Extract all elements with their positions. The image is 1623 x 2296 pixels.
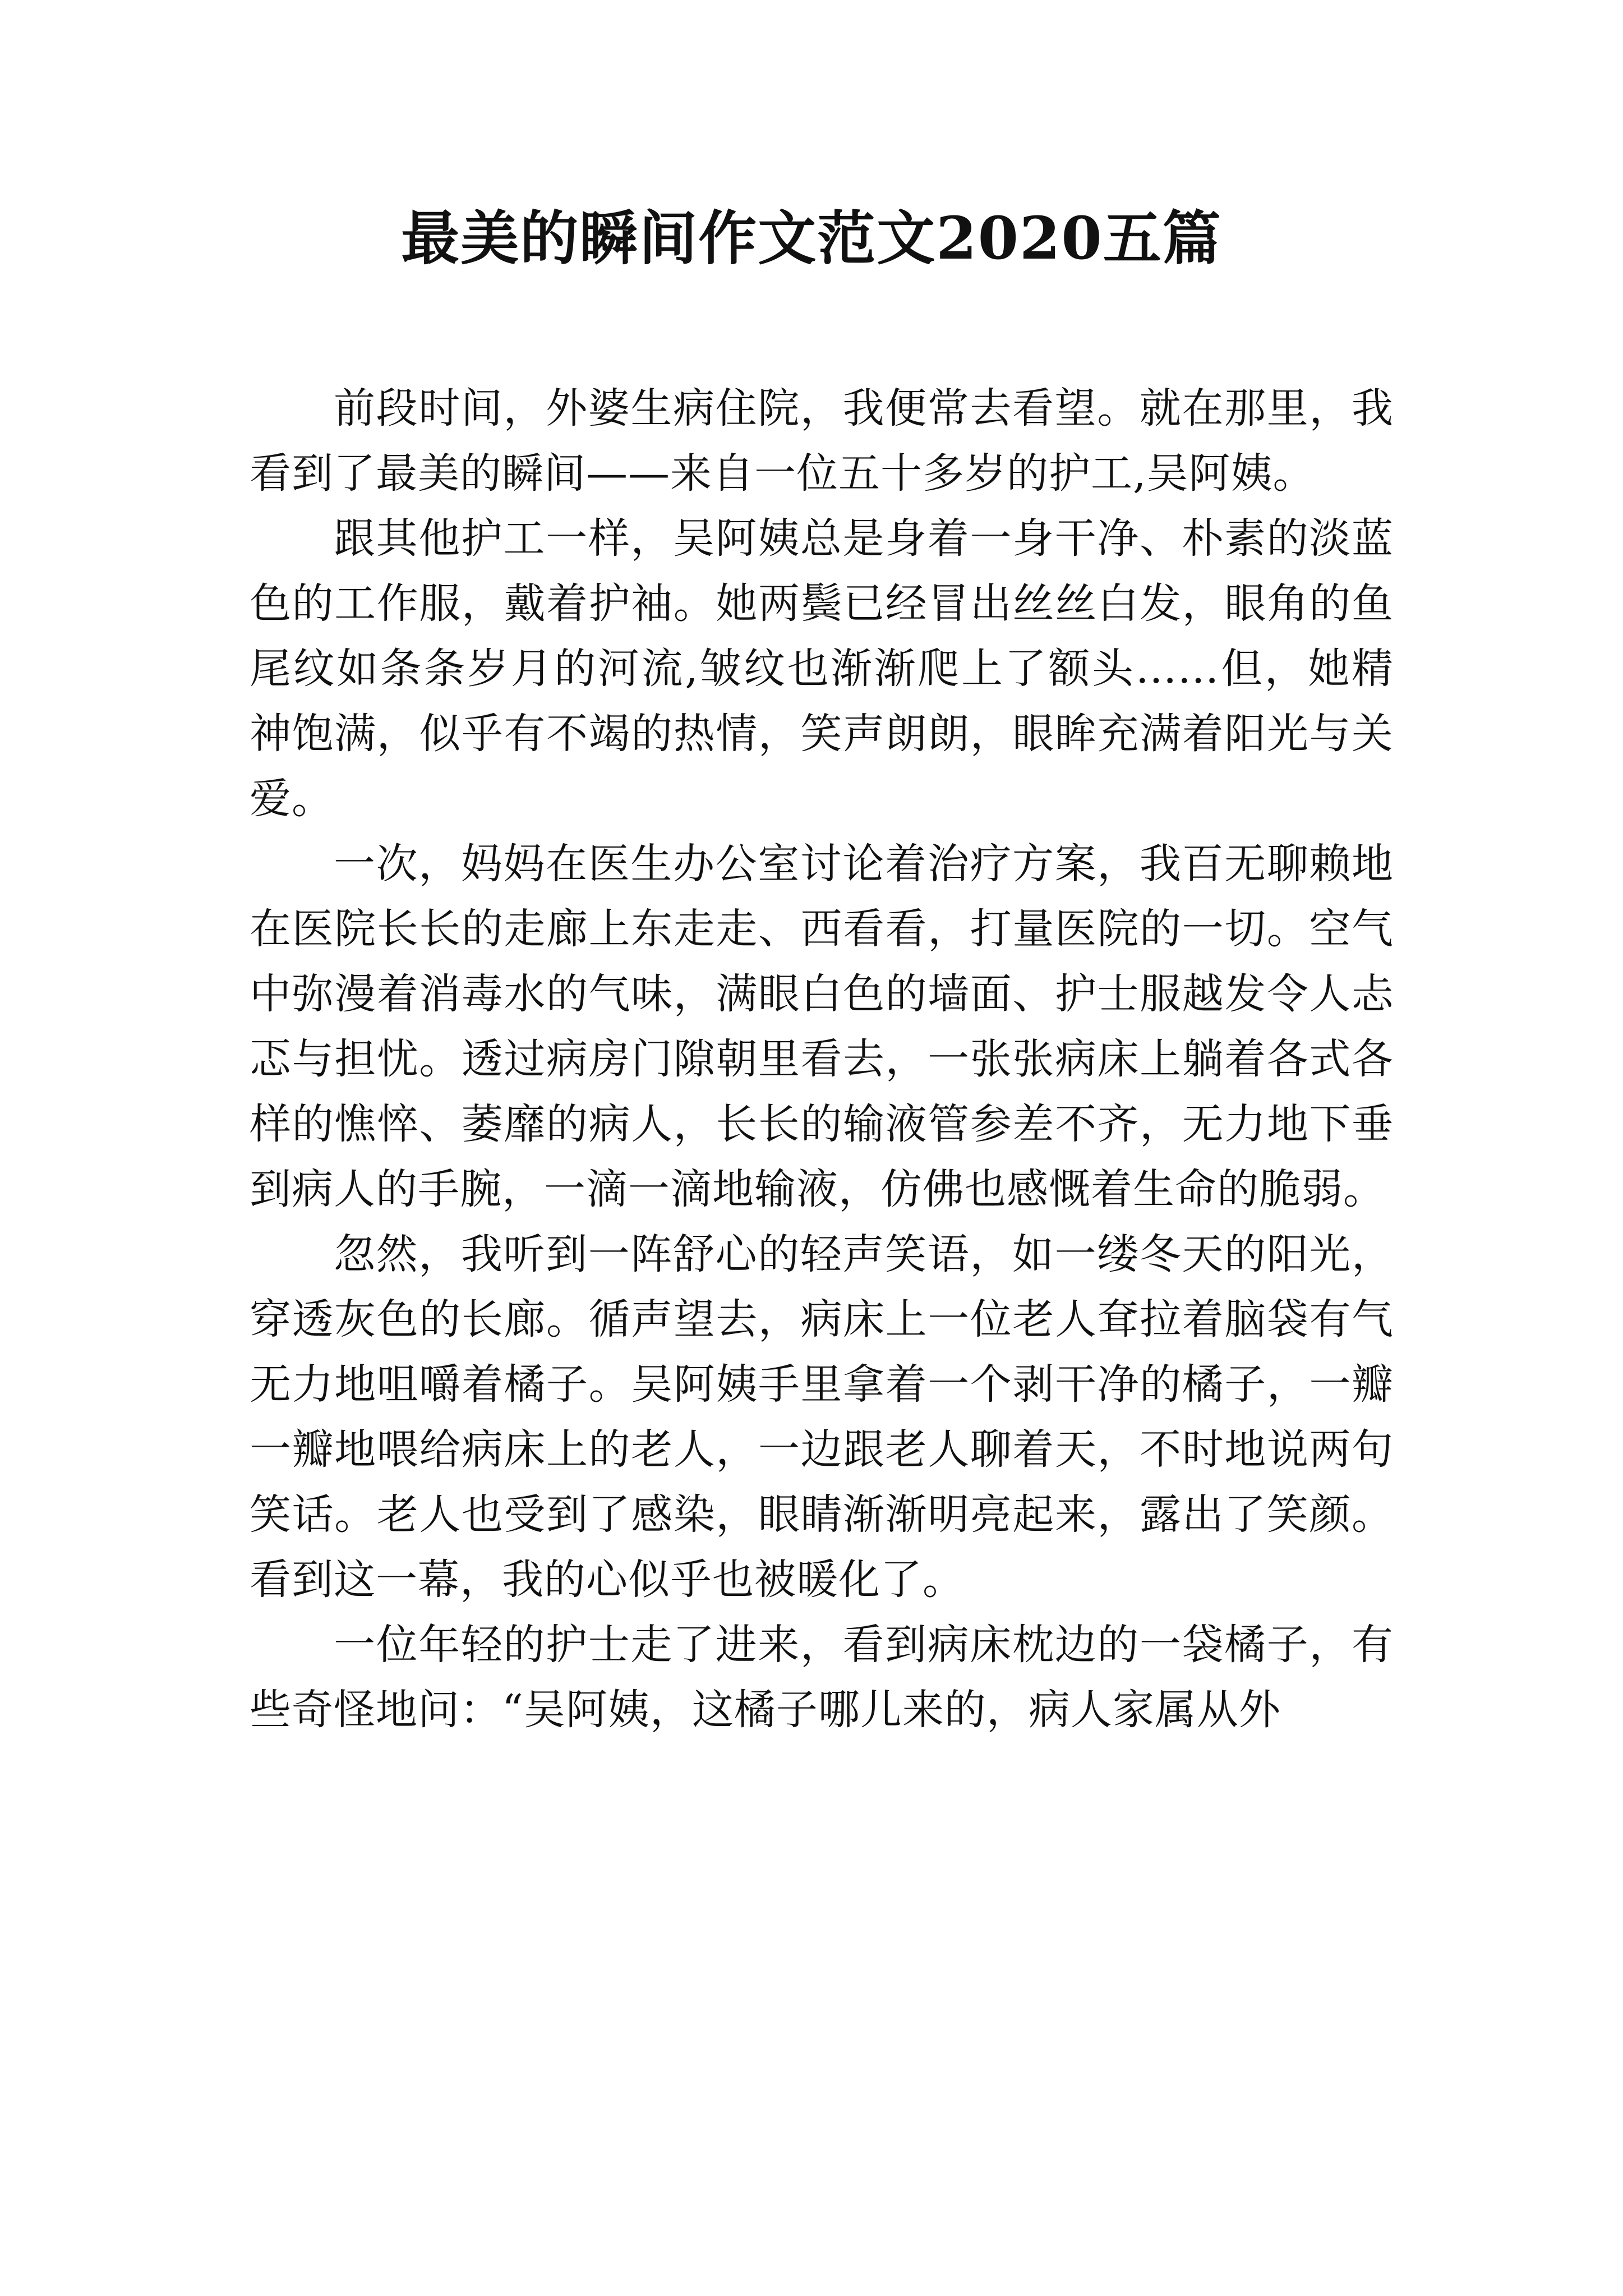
document-body [250, 376, 1394, 1742]
paragraph: 忽然，我听到一阵舒心的轻声笑语，如一缕冬天的阳光，穿透灰色的长廊。循声望去，病床上一位老人耷拉着脑袋有气无力地咀嚼着橘子。吴阿姨手里拿着一个剥干净的橘子，一瓣一瓣地喂给病床上的老人，一边跟老人聊着天，不时地说两句笑话。老人也受到了感染，眼睛渐渐明亮起来，露出了笑颜。看到这一幕，我的心似乎也被暖化了。 [250, 1230, 1394, 1604]
paragraph: 前段时间，外婆生病住院，我便常去看望。就在那里，我看到了最美的瞬间——来自一位五十多岁的护工,吴阿姨。 [250, 384, 1394, 498]
paragraph: 一次，妈妈在医生办公室讨论着治疗方案，我百无聊赖地在医院长长的走廊上东走走、西看看，打量医院的一切。空气中弥漫着消毒水的气味，满眼白色的墙面、护士服越发令人忐忑与担忧。透过病房门隙朝里看去，一张张病床上躺着各式各样的憔悴、萎靡的病人，长长的输液管参差不齐，无力地下垂到病人的手腕，一滴一滴地输液，仿佛也感慨着生命的脆弱。 [250, 840, 1394, 1213]
document-title: 最美的瞬间作文范文2020五篇 [401, 204, 1222, 273]
paragraph: 一位年轻的护士走了进来，看到病床枕边的一袋橘子，有些奇怪地问：“吴阿姨，这橘子哪儿来的，病人家属从外 [250, 1621, 1394, 1734]
paragraph: 跟其他护工一样，吴阿姨总是身着一身干净、朴素的淡蓝色的工作服，戴着护袖。她两鬓已经冒出丝丝白发，眼角的鱼尾纹如条条岁月的河流,皱纹也渐渐爬上了额头……但，她精神饱满，似乎有不竭的热情，笑声朗朗，眼眸充满着阳光与关爱。 [250, 514, 1394, 823]
